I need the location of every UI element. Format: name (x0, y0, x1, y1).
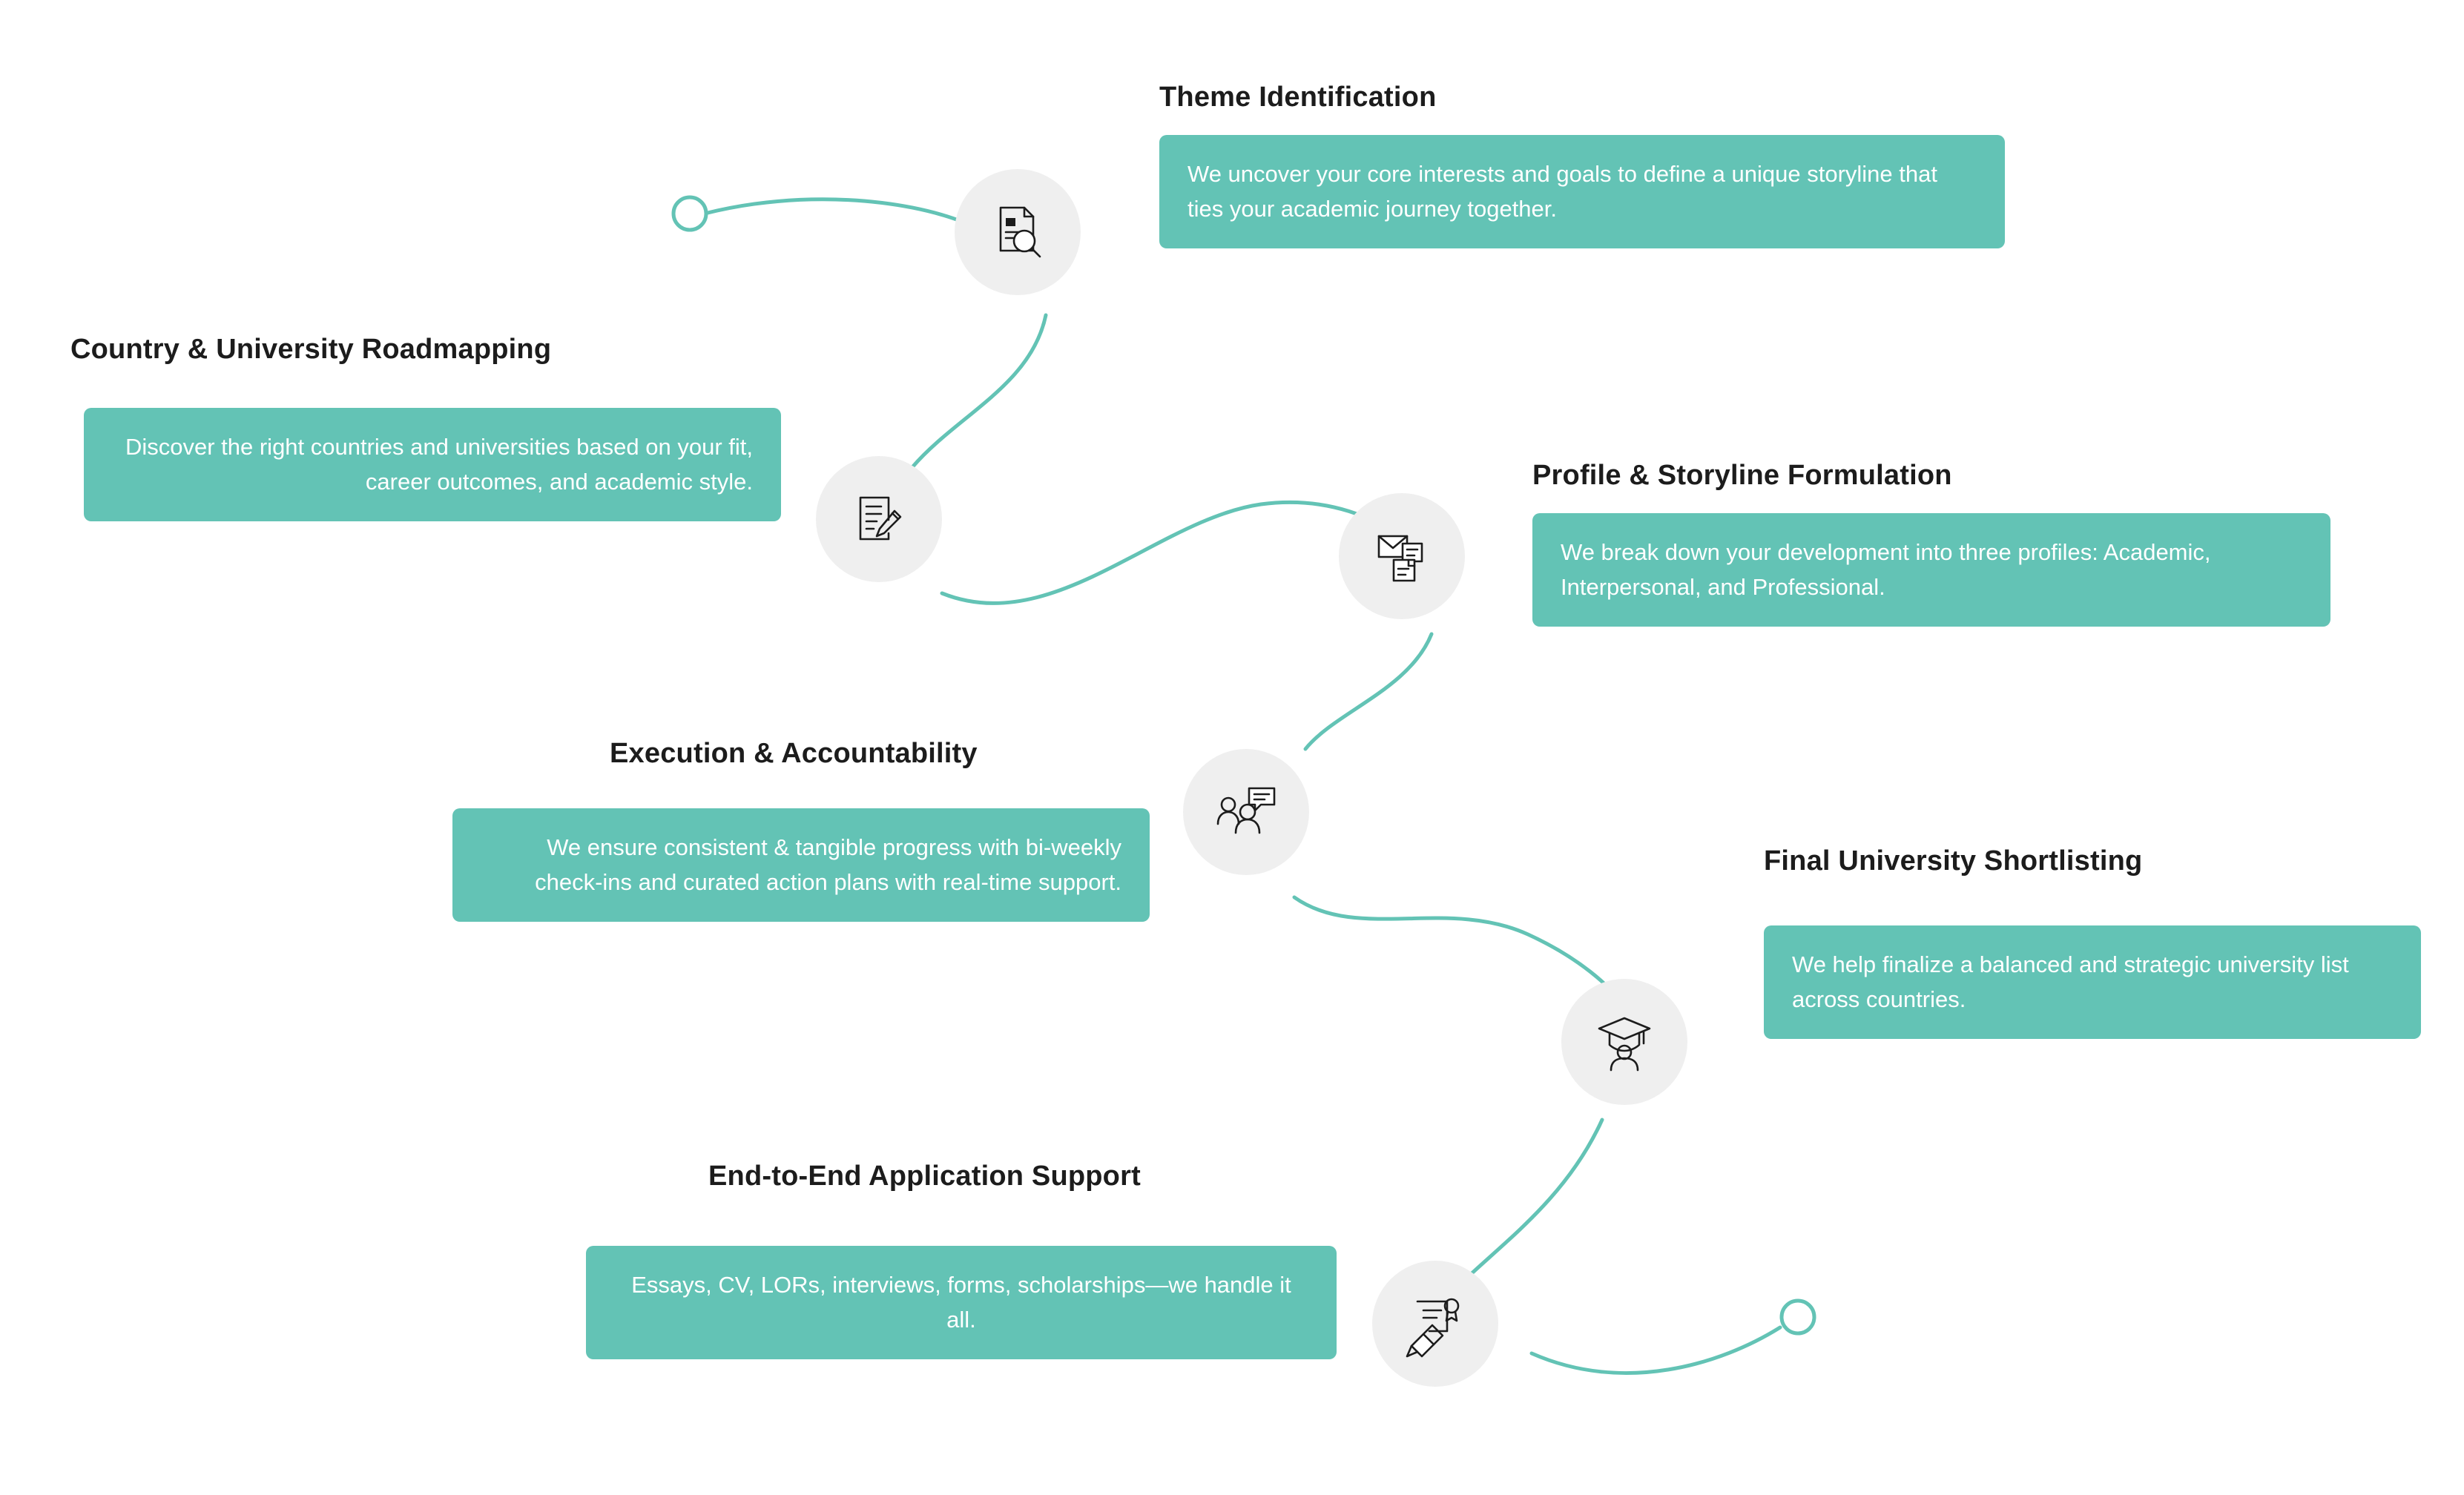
step-title-profile-storyline-formulation: Profile & Storyline Formulation (1532, 460, 1952, 491)
connector-step2-to-step3 (942, 502, 1406, 603)
node-theme-identification[interactable] (955, 169, 1081, 295)
connector-step5-to-step6 (1454, 1120, 1602, 1290)
step-title-execution-accountability: Execution & Accountability (610, 738, 978, 769)
step-card-theme-identification: We uncover your core interests and goals to define a unique storyline that ties your academic journey together. (1159, 135, 2005, 248)
start-node-ring (673, 197, 706, 230)
node-execution-accountability[interactable] (1183, 749, 1309, 875)
node-profile-storyline-formulation[interactable] (1339, 493, 1465, 619)
node-country-university-roadmapping[interactable] (816, 456, 942, 582)
step-card-country-university-roadmapping: Discover the right countries and universities based on your fit, career outcomes, and academic style. (84, 408, 781, 521)
connector-step6-to-end (1532, 1327, 1780, 1373)
envelope-documents-icon (1368, 523, 1435, 590)
connector-step3-to-step4 (1305, 634, 1432, 749)
step-card-execution-accountability: We ensure consistent & tangible progress with bi-weekly check-ins and curated action plans with real-time support. (452, 808, 1150, 922)
people-chat-icon (1212, 778, 1280, 846)
graduate-icon (1592, 1009, 1657, 1075)
connector-start-to-step1 (705, 199, 964, 222)
step-card-final-university-shortlisting: We help finalize a balanced and strategic university list across countries. (1764, 925, 2421, 1039)
document-search-icon (986, 200, 1050, 264)
connector-step4-to-step5 (1294, 897, 1624, 1005)
document-pencil-icon (847, 487, 911, 551)
step-title-final-university-shortlisting: Final University Shortlisting (1764, 845, 2143, 877)
step-card-end-to-end-application-support: Essays, CV, LORs, interviews, forms, scholarships—we handle it all. (586, 1246, 1337, 1359)
connector-step1-to-step2 (912, 315, 1046, 467)
node-final-university-shortlisting[interactable] (1561, 979, 1687, 1105)
end-node-ring (1782, 1301, 1814, 1333)
certificate-pen-icon (1401, 1290, 1469, 1358)
step-title-end-to-end-application-support: End-to-End Application Support (708, 1161, 1141, 1192)
step-title-theme-identification: Theme Identification (1159, 82, 1437, 113)
step-card-profile-storyline-formulation: We break down your development into three profiles: Academic, Interpersonal, and Professional. (1532, 513, 2330, 627)
node-end-to-end-application-support[interactable] (1372, 1261, 1498, 1387)
step-title-country-university-roadmapping: Country & University Roadmapping (70, 334, 552, 365)
